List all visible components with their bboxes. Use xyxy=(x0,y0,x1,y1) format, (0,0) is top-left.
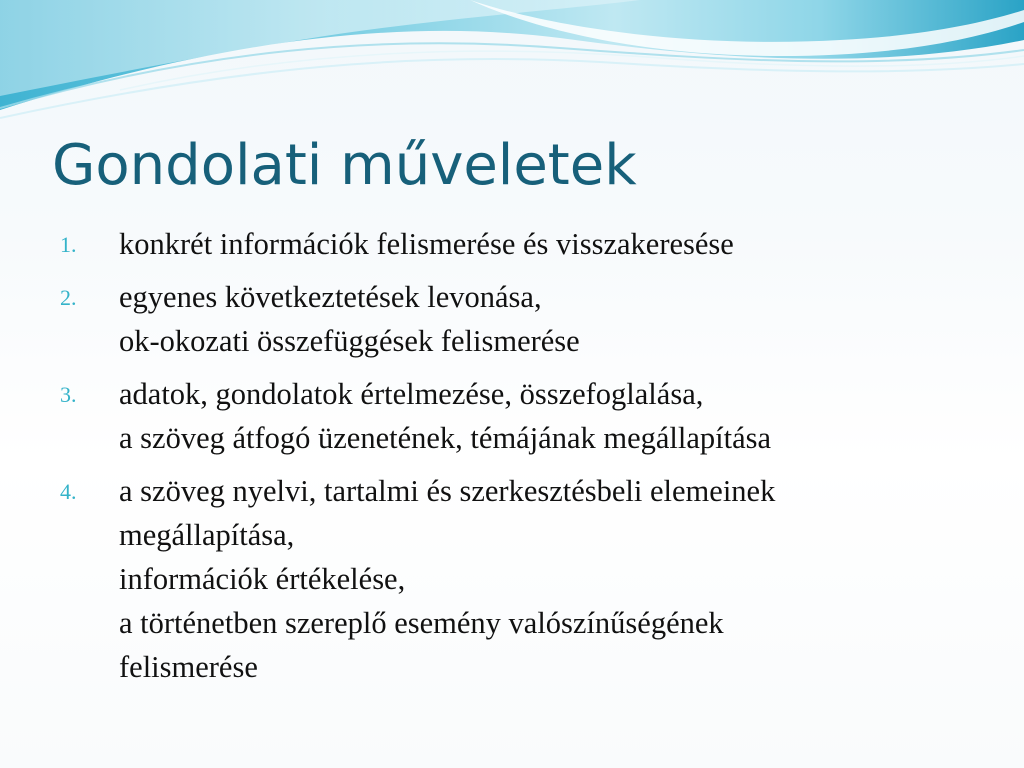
slide-title: Gondolati műveletek xyxy=(52,133,637,198)
list-item-line: egyenes következtetések levonása, xyxy=(119,280,542,314)
list-item xyxy=(56,372,1006,460)
list-item xyxy=(56,469,1006,689)
header-wave-decoration xyxy=(0,0,1024,130)
list-item-number: 3. xyxy=(60,382,77,407)
list-item-line: megállapítása, xyxy=(119,518,295,552)
list-item-number: 1. xyxy=(60,232,77,257)
list-item-line: a történetben szereplő esemény valószínűségének xyxy=(119,606,724,640)
list-item-line: a szöveg átfogó üzenetének, témájának megállapítása xyxy=(119,421,772,455)
list-item-line: konkrét információk felismerése és visszakeresése xyxy=(119,227,734,261)
list-item-line: felismerése xyxy=(119,650,258,684)
wave-line-2 xyxy=(0,59,1024,118)
list-item-line: információk értékelése, xyxy=(119,562,406,596)
list-item-line: a szöveg nyelvi, tartalmi és szerkesztésbeli elemeinek xyxy=(119,474,776,508)
list-item-line: ok-okozati összefüggések felismerése xyxy=(119,324,580,358)
list-item xyxy=(56,222,1006,266)
numbered-list xyxy=(56,222,1006,698)
list-item-line: adatok, gondolatok értelmezése, összefoglalása, xyxy=(119,377,704,411)
list-item xyxy=(56,275,1006,363)
list-item-number: 4. xyxy=(60,479,77,504)
list-item-number: 2. xyxy=(60,285,77,310)
